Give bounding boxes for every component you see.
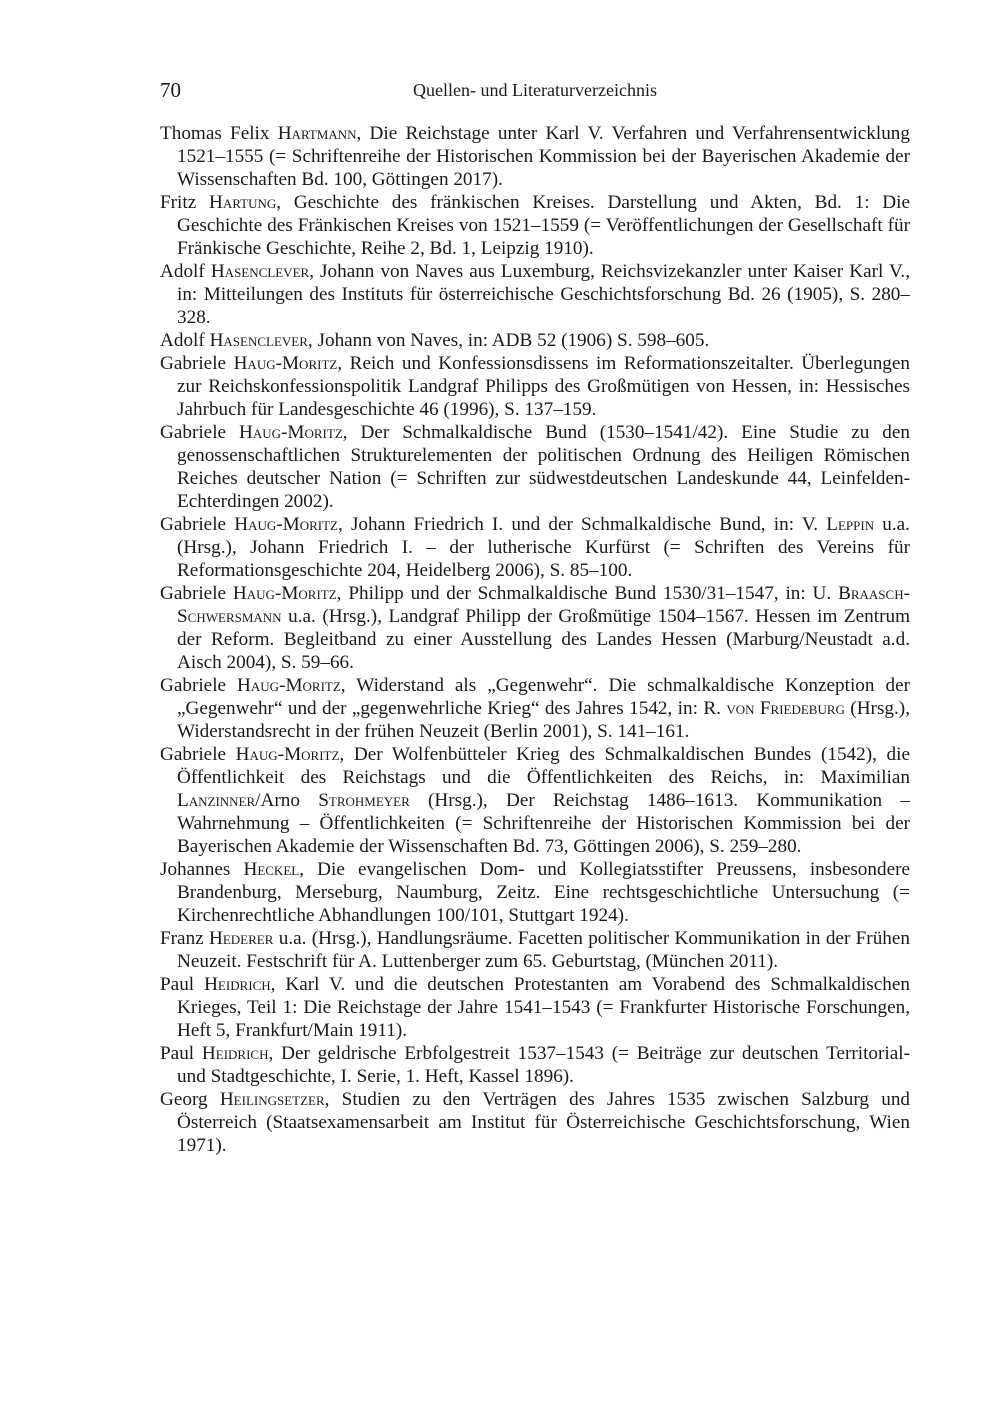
- author-first-name: Adolf: [160, 261, 211, 282]
- bibliography-entry: [160, 421, 910, 513]
- editor-surname: Lanzinner: [177, 790, 256, 811]
- bibliography-entry: [160, 513, 910, 582]
- entry-text: , Widerstand als „Gegenwehr“. Die schmalkaldische Konzeption der „Gegenwehr“ und der „gegenwehrliche Krieg“ des Jahres 1542, in: R.: [177, 675, 910, 719]
- author-surname: Hederer: [209, 928, 274, 949]
- entry-text: , Johann von Naves, in: ADB 52 (1906) S. 598–605.: [307, 330, 710, 351]
- author-first-name: Gabriele: [160, 744, 236, 765]
- bibliography-entry: [160, 927, 910, 973]
- entry-text: (Hrsg.), Der Reichstag 1486–1613. Kommunikation – Wahrnehmung – Öffentlichkeiten (= Schriftenreihe der Historischen Kommission bei der Bayerischen Akademie der Wissenschaften Bd. 73, Göttingen 2006), S. 259–280.: [177, 790, 911, 857]
- page-number: 70: [160, 78, 181, 102]
- bibliography-entry: [160, 260, 910, 329]
- author-surname: Hartmann: [277, 123, 357, 144]
- entry-text: , Philipp und der Schmalkaldische Bund 1530/31–1547, in: U.: [336, 583, 839, 604]
- author-first-name: Franz: [160, 928, 209, 949]
- author-surname: Haug-Moritz: [235, 744, 340, 765]
- author-first-name: Adolf: [160, 330, 210, 351]
- entry-text: , Die Reichstage unter Karl V. Verfahren und Verfahrensentwicklung 1521–1555 (= Schriftenreihe der Historischen Kommission bei der Bayerischen Akademie der Wissenschaften Bd. 100, Göttingen 2017).: [177, 123, 910, 190]
- entry-text: , Studien zu den Verträgen des Jahres 1535 zwischen Salzburg und Österreich (Staatsexamensarbeit am Institut für Österreichische Geschichtsforschung, Wien 1971).: [177, 1089, 911, 1156]
- entry-text: , Der Schmalkaldische Bund (1530–1541/42). Eine Studie zu den genossenschaftlichen Strukturelementen der politischen Ordnung des Heiligen Römischen Reiches deutscher Nation (= Schriften zur südwestdeutschen Landeskunde 44, Leinfelden-Echterdingen 2002).: [177, 422, 910, 512]
- entry-text: , Die evangelischen Dom- und Kollegiatsstifter Preussens, insbesondere Brandenburg, Merseburg, Naumburg, Zeitz. Eine rechtsgeschichtliche Untersuchung (= Kirchenrechtliche Abhandlungen 100/101, Stuttgart 1924).: [177, 859, 911, 926]
- author-first-name: Georg: [160, 1089, 220, 1110]
- author-first-name: Gabriele: [160, 422, 240, 443]
- bibliography-entry: [160, 191, 910, 260]
- bibliography-entry: [160, 329, 910, 352]
- bibliography-entry: [160, 1088, 910, 1157]
- bibliography-entry: [160, 858, 910, 927]
- entry-text: , Geschichte des fränkischen Kreises. Darstellung und Akten, Bd. 1: Die Geschichte des Fränkischen Kreises von 1521–1559 (= Veröffentlichungen der Gesellschaft für Fränkische Geschichte, Reihe 2, Bd. 1, Leipzig 1910).: [177, 192, 910, 259]
- entry-text: , Der geldrische Erbfolgestreit 1537–1543 (= Beiträge zur deutschen Territorial- und Stadtgeschichte, I. Serie, 1. Heft, Kassel 1896).: [177, 1043, 910, 1087]
- author-first-name: Gabriele: [160, 675, 238, 696]
- entry-text: (Hrsg.), Widerstandsrecht in der frühen Neuzeit (Berlin 2001), S. 141–161.: [177, 698, 910, 742]
- editor-surname: Braasch-Schwersmann: [177, 583, 910, 627]
- editor-surname: Leppin: [826, 514, 875, 535]
- author-surname: Hasenclever: [210, 261, 310, 282]
- entry-text: , Johann von Naves aus Luxemburg, Reichsvizekanzler unter Kaiser Karl V., in: Mitteilungen des Instituts für österreichische Geschichtsforschung Bd. 26 (1905), S. 280–328.: [177, 261, 911, 328]
- running-title: Quellen- und Literaturverzeichnis: [413, 80, 657, 100]
- bibliography-entry: [160, 122, 910, 191]
- bibliography-entry: [160, 743, 910, 858]
- entry-text: /Arno: [255, 790, 319, 811]
- entry-text: u.a. (Hrsg.), Landgraf Philipp der Großmütige 1504–1567. Hessen im Zentrum der Reform. Begleitband zu einer Ausstellung des Landes Hessen (Marburg/Neustadt a.d. Aisch 2004), S. 59–66.: [177, 606, 910, 673]
- bibliography-entry: [160, 973, 910, 1042]
- author-surname: Hartung: [209, 192, 277, 213]
- editor-surname: von Friedeburg: [726, 698, 845, 719]
- author-surname: Hasenclever: [209, 330, 308, 351]
- author-first-name: Gabriele: [160, 583, 233, 604]
- bibliography-entry: [160, 582, 910, 674]
- author-first-name: Gabriele: [160, 353, 234, 374]
- running-head: [160, 78, 910, 108]
- author-surname: Haug-Moritz: [237, 675, 341, 696]
- author-first-name: Johannes: [160, 859, 244, 880]
- entry-text: , Der Wolfenbütteler Krieg des Schmalkaldischen Bundes (1542), die Öffentlichkeit des Reichstags und die Öffentlichkeiten des Reichs, in: Maximilian: [177, 744, 910, 788]
- author-first-name: Thomas Felix: [160, 123, 278, 144]
- author-surname: Heidrich: [201, 1043, 269, 1064]
- author-first-name: Gabriele: [160, 514, 235, 535]
- bibliography-list: [160, 122, 910, 1157]
- editor-surname: Strohmeyer: [318, 790, 410, 811]
- entry-text: , Reich und Konfessionsdissens im Reformationszeitalter. Überlegungen zur Reichskonfessionspolitik Landgraf Philipps des Großmütigen von Hessen, in: Hessisches Jahrbuch für Landesgeschichte 46 (1996), S. 137–159.: [177, 353, 910, 420]
- entry-text: , Karl V. und die deutschen Protestanten am Vorabend des Schmalkaldischen Krieges, Teil 1: Die Reichstage der Jahre 1541–1543 (= Frankfurter Historische Forschungen, Heft 5, Frankfurt/Main 1911).: [177, 974, 910, 1041]
- bibliography-entry: [160, 674, 910, 743]
- entry-text: , Johann Friedrich I. und der Schmalkaldische Bund, in: V.: [337, 514, 827, 535]
- entry-text: u.a. (Hrsg.), Handlungsräume. Facetten politischer Kommunikation in der Frühen Neuzeit. Festschrift für A. Luttenberger zum 65. Geburtstag, (München 2011).: [177, 928, 910, 972]
- author-surname: Haug-Moritz: [239, 422, 343, 443]
- bibliography-entry: [160, 352, 910, 421]
- author-surname: Haug-Moritz: [234, 514, 338, 535]
- author-surname: Haug-Moritz: [232, 583, 337, 604]
- author-first-name: Fritz: [160, 192, 209, 213]
- author-surname: Heidrich: [204, 974, 271, 995]
- entry-text: u.a. (Hrsg.), Johann Friedrich I. – der lutherische Kurfürst (= Schriften des Vereins für Reformationsgeschichte 204, Heidelberg 2006), S. 85–100.: [177, 514, 910, 581]
- bibliography-entry: [160, 1042, 910, 1088]
- author-surname: Heilingsetzer: [219, 1089, 325, 1110]
- author-surname: Haug-Moritz: [233, 353, 338, 374]
- author-first-name: Paul: [160, 974, 205, 995]
- author-surname: Heckel: [243, 859, 300, 880]
- author-first-name: Paul: [160, 1043, 202, 1064]
